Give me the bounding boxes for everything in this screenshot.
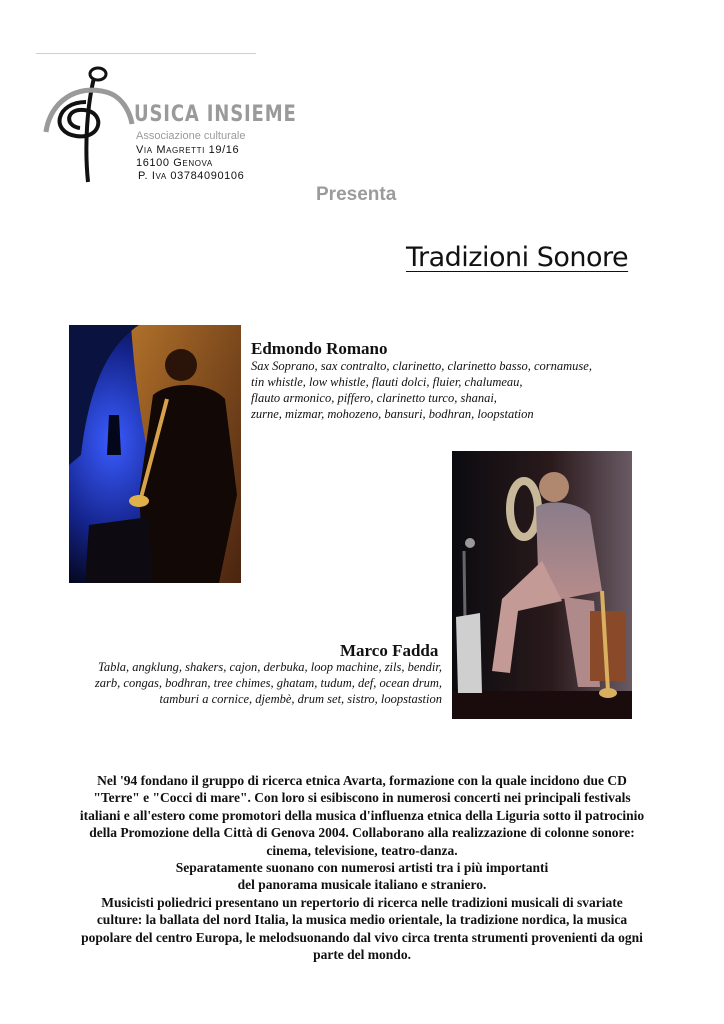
- instrument-line: tin whistle, low whistle, flauti dolci, fluier, chalumeau,: [251, 375, 523, 389]
- musician-name-romano: Edmondo Romano: [251, 339, 388, 358]
- bio-line: Separatamente suonano con numerosi artisti tra i più importanti: [175, 860, 549, 876]
- bio-line: cinema, televisione, teatro-danza.: [266, 842, 458, 858]
- bio-line: "Terre" e "Cocci di mare". Con loro si esibiscono in numerosi concerti nei principali festivals: [93, 790, 631, 806]
- bio-line: della Promozione della Città di Genova 2004. Collaborano alla realizzazione di colonne sonore:: [89, 825, 635, 841]
- instruments-romano: [251, 358, 651, 422]
- photo-marco-fadda: [452, 451, 632, 719]
- address-city: 16100 Genova: [136, 157, 213, 169]
- page-title: Tradizioni Sonore: [406, 242, 629, 273]
- instrument-line: flauto armonico, piffero, clarinetto turco, shanai,: [251, 391, 497, 405]
- logo-name: USICA INSIEME: [134, 102, 297, 127]
- bio-line: parte del mondo.: [313, 947, 411, 963]
- instrument-line: zarb, congas, bodhran, tree chimes, ghatam, tudum, def, ocean drum,: [94, 676, 442, 690]
- instrument-line: Sax Soprano, sax contralto, clarinetto, clarinetto basso, cornamuse,: [251, 359, 592, 373]
- instrument-line: zurne, mizmar, mohozeno, bansuri, bodhran, loopstation: [251, 407, 534, 421]
- instruments-fadda: [60, 659, 442, 707]
- bio-line: culture: la ballata del nord Italia, la musica medio orientale, la tradizione nordica, la musica: [96, 912, 628, 928]
- bio-line: Musicisti poliedrici presentano un repertorio di ricerca nelle tradizioni musicali di svariate: [101, 894, 623, 910]
- address-vat: P. Iva 03784090106: [138, 170, 245, 182]
- bio-line: popolare del centro Europa, le melodsuonando dal vivo circa trenta strumenti provenienti da ogni: [81, 929, 643, 945]
- photo-edmondo-romano: [69, 325, 241, 583]
- top-divider: [36, 53, 256, 54]
- address-street: Via Magretti 19/16: [136, 144, 240, 156]
- music-clef-logo-icon: [36, 62, 136, 187]
- bio-line: italiani e all'estero come promotori della musica d'influenza etnica della Liguria sotto il patrocinio: [79, 807, 645, 823]
- bio-line: Nel '94 fondano il gruppo di ricerca etnica Avarta, formazione con la quale incidono due CD: [97, 773, 627, 788]
- logo-subtitle: Associazione culturale: [136, 130, 246, 142]
- bio-line: del panorama musicale italiano e straniero.: [237, 877, 487, 893]
- musician-name-fadda: Marco Fadda: [340, 641, 439, 660]
- presenta-label: Presenta: [316, 184, 397, 205]
- instrument-line: tamburi a cornice, djembè, drum set, sistro, loopstastion: [159, 692, 442, 706]
- logo-address: [136, 144, 244, 183]
- instrument-line: Tabla, angklung, shakers, cajon, derbuka, loop machine, zils, bendir,: [98, 660, 442, 674]
- association-logo: [36, 62, 316, 187]
- biography-text: [40, 772, 684, 963]
